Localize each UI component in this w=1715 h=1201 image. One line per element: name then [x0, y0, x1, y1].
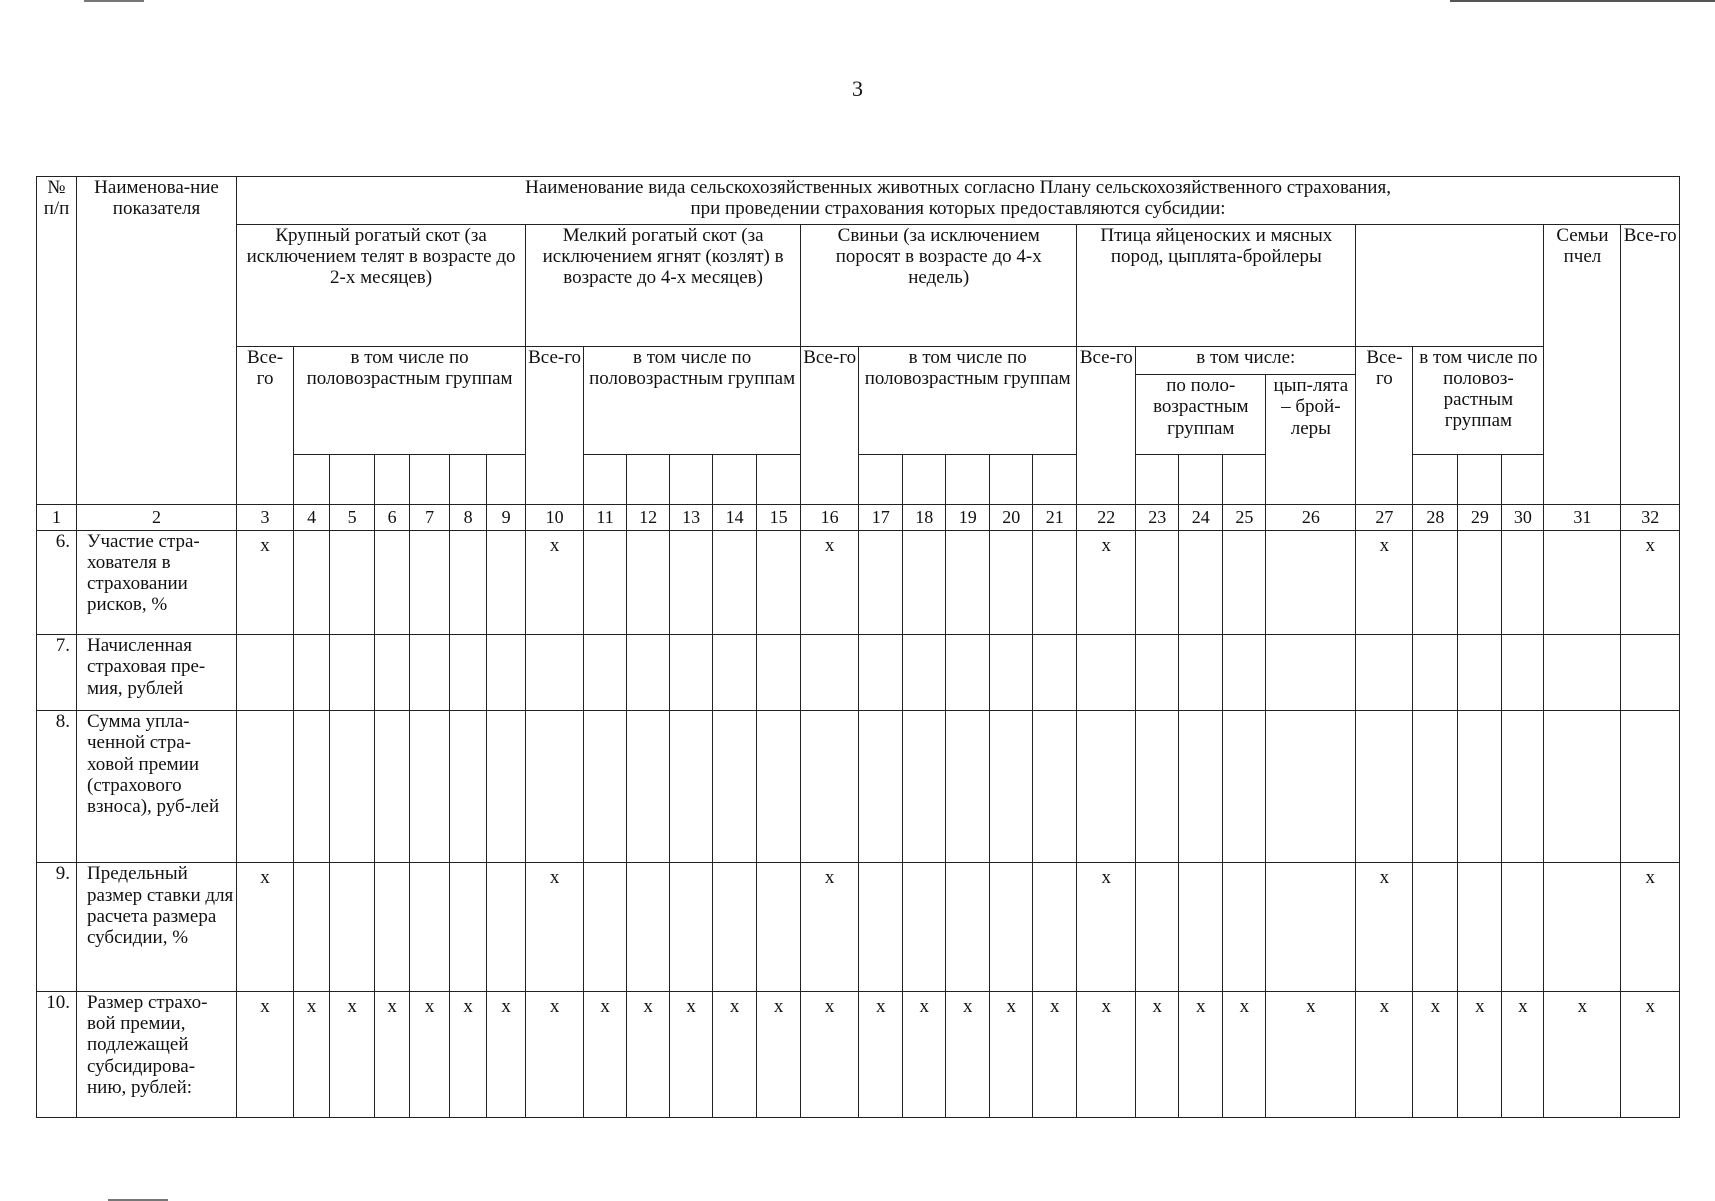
x-mark: x: [487, 991, 526, 1117]
empty-cell: [1136, 711, 1179, 863]
table-row: [37, 863, 1680, 991]
empty-cell: [859, 863, 903, 991]
empty-cell: [294, 634, 330, 710]
empty-cell: [330, 711, 375, 863]
empty-cell: [375, 634, 410, 710]
x-mark: x: [584, 991, 627, 1117]
empty-cell: [757, 863, 801, 991]
column-number: 7: [410, 505, 450, 530]
row-label: Участие стра-хователя в страховании рисков, %: [77, 530, 237, 634]
empty-cell: [410, 863, 450, 991]
empty-cell: [1266, 863, 1356, 991]
empty-cell: [1356, 711, 1413, 863]
x-mark: x: [1266, 991, 1356, 1117]
sheep-vsego: Все-го: [526, 346, 584, 505]
poultry-incl: в том числе:: [1136, 346, 1356, 374]
empty-cell: [487, 863, 526, 991]
pigs-vsego: Все-го: [801, 346, 859, 505]
column-number: 31: [1544, 505, 1621, 530]
x-mark: x: [757, 991, 801, 1117]
x-mark: x: [990, 991, 1033, 1117]
x-mark: x: [237, 991, 294, 1117]
group-total: Все-го: [1621, 224, 1680, 505]
poultry-vsego: Все-го: [1077, 346, 1136, 505]
empty-cell: [1266, 634, 1356, 710]
column-number: 24: [1179, 505, 1223, 530]
empty-cell: [1502, 711, 1544, 863]
empty-cell: [1544, 863, 1621, 991]
x-mark: x: [410, 991, 450, 1117]
empty-cell: [946, 634, 990, 710]
column-number: 18: [903, 505, 946, 530]
empty-cell: [450, 863, 487, 991]
x-mark: x: [1179, 991, 1223, 1117]
empty-cell: [1077, 711, 1136, 863]
x-mark: x: [1621, 863, 1680, 991]
x-mark: x: [237, 863, 294, 991]
empty-cell: [1413, 863, 1458, 991]
other-incl-groups: в том числе по половоз-растным группам: [1413, 346, 1544, 455]
empty-cell: [450, 711, 487, 863]
column-number: 16: [801, 505, 859, 530]
column-number: 26: [1266, 505, 1356, 530]
table-row: [37, 530, 1680, 634]
subsidy-table: [36, 176, 1680, 1118]
x-mark: x: [375, 991, 410, 1117]
scan-edge-mark: [84, 0, 144, 2]
empty-cell: [670, 711, 713, 863]
empty-cell: [450, 530, 487, 634]
empty-cell: [410, 634, 450, 710]
empty-cell: [627, 530, 670, 634]
column-number: 4: [294, 505, 330, 530]
empty-cell: [1033, 863, 1077, 991]
empty-cell: [1033, 634, 1077, 710]
empty-cell: [903, 711, 946, 863]
page-number: 3: [852, 76, 863, 101]
x-mark: x: [859, 991, 903, 1117]
column-number: 32: [1621, 505, 1680, 530]
column-number: 10: [526, 505, 584, 530]
x-mark: x: [1356, 530, 1413, 634]
column-number: 8: [450, 505, 487, 530]
empty-cell: [237, 634, 294, 710]
x-mark: x: [946, 991, 990, 1117]
empty-cell: [1413, 634, 1458, 710]
cattle-incl-groups: в том числе по половозрастным группам: [294, 346, 526, 455]
empty-cell: [584, 530, 627, 634]
empty-cell: [584, 634, 627, 710]
sheep-incl-groups: в том числе по половозрастным группам: [584, 346, 801, 455]
empty-cell: [1458, 530, 1502, 634]
empty-cell: [1544, 711, 1621, 863]
empty-cell: [584, 711, 627, 863]
header-main-title-line1: Наименование вида сельскохозяйственных животных согласно Плану сельскохозяйственного страхования,: [525, 177, 1391, 198]
group-bees: Семьи пчел: [1544, 224, 1621, 505]
column-number: 19: [946, 505, 990, 530]
empty-cell: [487, 711, 526, 863]
empty-cell: [859, 711, 903, 863]
empty-cell: [1136, 863, 1179, 991]
empty-cell: [450, 634, 487, 710]
empty-cell: [990, 530, 1033, 634]
row-number: 6.: [37, 530, 77, 634]
column-number: 22: [1077, 505, 1136, 530]
empty-cell: [1413, 711, 1458, 863]
table-row: [37, 634, 1680, 710]
empty-cell: [1136, 634, 1179, 710]
empty-cell: [990, 634, 1033, 710]
empty-cell: [757, 634, 801, 710]
empty-cell: [713, 634, 757, 710]
empty-cell: [375, 863, 410, 991]
x-mark: x: [903, 991, 946, 1117]
empty-cell: [1179, 634, 1223, 710]
column-number: 30: [1502, 505, 1544, 530]
empty-cell: [1136, 530, 1179, 634]
empty-cell: [903, 634, 946, 710]
group-pigs: Свиньи (за исключением поросят в возрасте до 4-х недель): [801, 224, 1077, 346]
empty-cell: [410, 530, 450, 634]
group-sheep: Мелкий рогатый скот (за исключением ягнят (козлят) в возрасте до 4-х месяцев): [526, 224, 801, 346]
x-mark: x: [237, 530, 294, 634]
row-label: Начисленная страховая пре-мия, рублей: [77, 634, 237, 710]
header-no-col: № п/п: [37, 177, 77, 505]
column-number: 28: [1413, 505, 1458, 530]
empty-cell: [1458, 711, 1502, 863]
empty-cell: [903, 530, 946, 634]
column-number: 13: [670, 505, 713, 530]
column-numbers-row: [37, 505, 1680, 530]
empty-cell: [670, 634, 713, 710]
empty-cell: [1621, 711, 1680, 863]
empty-cell: [1179, 863, 1223, 991]
empty-cell: [294, 530, 330, 634]
x-mark: x: [330, 991, 375, 1117]
column-number: 9: [487, 505, 526, 530]
column-number: 29: [1458, 505, 1502, 530]
x-mark: x: [801, 530, 859, 634]
x-mark: x: [1621, 991, 1680, 1117]
x-mark: x: [294, 991, 330, 1117]
empty-cell: [713, 530, 757, 634]
empty-cell: [487, 530, 526, 634]
row-label: Размер страхо-вой премии, подлежащей субсидирова-нию, рублей:: [77, 991, 237, 1117]
column-number: 27: [1356, 505, 1413, 530]
column-number: 12: [627, 505, 670, 530]
empty-cell: [330, 863, 375, 991]
empty-cell: [713, 863, 757, 991]
column-number: 23: [1136, 505, 1179, 530]
empty-cell: [801, 711, 859, 863]
column-number: 11: [584, 505, 627, 530]
empty-cell: [294, 863, 330, 991]
x-mark: x: [713, 991, 757, 1117]
scan-edge-mark: [1450, 0, 1715, 2]
column-number: 6: [375, 505, 410, 530]
x-mark: x: [1356, 863, 1413, 991]
table-row: [37, 991, 1680, 1117]
empty-cell: [1502, 530, 1544, 634]
column-number: 17: [859, 505, 903, 530]
column-number: 3: [237, 505, 294, 530]
empty-cell: [990, 863, 1033, 991]
row-label: Предельный размер ставки для расчета размера субсидии, %: [77, 863, 237, 991]
empty-cell: [330, 530, 375, 634]
x-mark: x: [450, 991, 487, 1117]
header-main-title-line2: при проведении страхования которых предоставляются субсидии:: [690, 198, 1226, 220]
row-number: 9.: [37, 863, 77, 991]
x-mark: x: [526, 863, 584, 991]
empty-cell: [757, 711, 801, 863]
empty-cell: [1458, 634, 1502, 710]
row-number: 10.: [37, 991, 77, 1117]
empty-cell: [946, 711, 990, 863]
group-other: [1356, 224, 1544, 346]
empty-cell: [487, 634, 526, 710]
empty-cell: [757, 530, 801, 634]
pigs-incl-groups: в том числе по половозрастным группам: [859, 346, 1077, 455]
cattle-vsego: Все-го: [237, 346, 294, 505]
table-row: [37, 711, 1680, 863]
row-label: Сумма упла-ченной стра-ховой премии (страхового взноса), руб-лей: [77, 711, 237, 863]
empty-cell: [1179, 711, 1223, 863]
x-mark: x: [801, 991, 859, 1117]
group-poultry: Птица яйценоских и мясных пород, цыплята-бройлеры: [1077, 224, 1356, 346]
empty-cell: [859, 530, 903, 634]
empty-cell: [237, 711, 294, 863]
empty-cell: [1544, 530, 1621, 634]
empty-cell: [627, 711, 670, 863]
column-number: 2: [77, 505, 237, 530]
empty-cell: [1033, 530, 1077, 634]
empty-cell: [859, 634, 903, 710]
x-mark: x: [1502, 991, 1544, 1117]
column-number: 25: [1223, 505, 1266, 530]
empty-cell: [526, 711, 584, 863]
empty-cell: [330, 634, 375, 710]
x-mark: x: [627, 991, 670, 1117]
x-mark: x: [1077, 863, 1136, 991]
x-mark: x: [1136, 991, 1179, 1117]
empty-cell: [1179, 530, 1223, 634]
empty-cell: [584, 863, 627, 991]
x-mark: x: [670, 991, 713, 1117]
x-mark: x: [1077, 530, 1136, 634]
empty-cell: [1223, 634, 1266, 710]
x-mark: x: [1413, 991, 1458, 1117]
row-number: 7.: [37, 634, 77, 710]
empty-cell: [1356, 634, 1413, 710]
x-mark: x: [1033, 991, 1077, 1117]
empty-cell: [1502, 634, 1544, 710]
x-mark: x: [1458, 991, 1502, 1117]
empty-cell: [990, 711, 1033, 863]
other-vsego: Все-го: [1356, 346, 1413, 505]
empty-cell: [1413, 530, 1458, 634]
header-name-col: Наименова-ние показателя: [77, 177, 237, 505]
empty-cell: [627, 863, 670, 991]
column-number: 21: [1033, 505, 1077, 530]
group-cattle: Крупный рогатый скот (за исключением телят в возрасте до 2-х месяцев): [237, 224, 526, 346]
column-number: 20: [990, 505, 1033, 530]
empty-cell: [1223, 530, 1266, 634]
empty-cell: [1502, 863, 1544, 991]
x-mark: x: [1356, 991, 1413, 1117]
header-main-title: [237, 177, 1680, 225]
x-mark: x: [1621, 530, 1680, 634]
empty-cell: [410, 711, 450, 863]
column-number: 5: [330, 505, 375, 530]
empty-cell: [1266, 530, 1356, 634]
poultry-by-groups: по поло-возрастным группам: [1136, 374, 1266, 454]
empty-cell: [1223, 863, 1266, 991]
x-mark: x: [1077, 991, 1136, 1117]
empty-cell: [526, 634, 584, 710]
empty-cell: [375, 711, 410, 863]
empty-cell: [1077, 634, 1136, 710]
empty-cell: [1458, 863, 1502, 991]
empty-cell: [801, 634, 859, 710]
empty-cell: [946, 530, 990, 634]
empty-cell: [1223, 711, 1266, 863]
poultry-chicks: цып-лята – брой-леры: [1266, 374, 1356, 505]
empty-cell: [1544, 634, 1621, 710]
x-mark: x: [1223, 991, 1266, 1117]
empty-cell: [1621, 634, 1680, 710]
empty-cell: [1033, 711, 1077, 863]
empty-cell: [1266, 711, 1356, 863]
empty-cell: [670, 530, 713, 634]
empty-cell: [946, 863, 990, 991]
x-mark: x: [526, 991, 584, 1117]
empty-cell: [375, 530, 410, 634]
row-number: 8.: [37, 711, 77, 863]
empty-cell: [627, 634, 670, 710]
column-number: 15: [757, 505, 801, 530]
empty-cell: [713, 711, 757, 863]
column-number: 14: [713, 505, 757, 530]
x-mark: x: [801, 863, 859, 991]
empty-cell: [903, 863, 946, 991]
column-number: 1: [37, 505, 77, 530]
x-mark: x: [526, 530, 584, 634]
empty-cell: [294, 711, 330, 863]
x-mark: x: [1544, 991, 1621, 1117]
empty-cell: [670, 863, 713, 991]
